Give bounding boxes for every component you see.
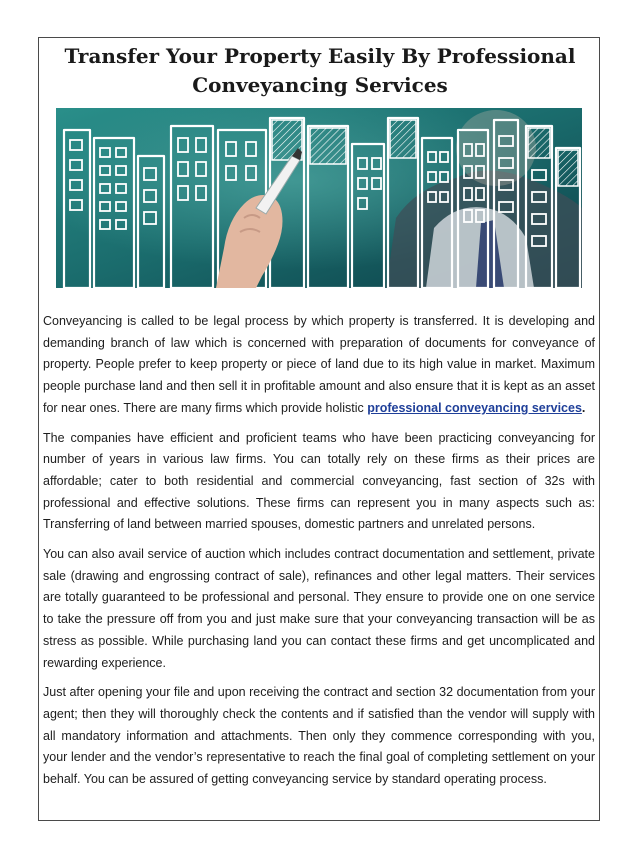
city-skyline-drawing-hand-icon <box>56 108 582 288</box>
article-body <box>43 311 595 799</box>
paragraph-4: Just after opening your file and upon receiving the contract and section 32 documentation from your agent; then they will thoroughly check the contents and if satisfied than the vendor will supply with all mandatory information and attachments. Then only they commence corresponding with you, your lender and the vendor’s representative to reach the final goal of completing settlement on your behalf. You can be assured of getting conveyancing service by standard operating process. <box>43 685 595 787</box>
paragraph-2: The companies have efficient and proficient teams who have been practicing conveyancing for number of years in various law firms. You can totally rely on these firms as their prices are affordable; cater to both residential and commercial conveyancing, fast section of 32s with professional and effective solutions. These firms can represent you in many aspects such as: Transferring of land between married spouses, domestic partners and unrelated persons. <box>43 430 595 532</box>
hero-image <box>56 108 582 288</box>
paragraph-1 <box>43 311 595 420</box>
paragraph-3: You can also avail service of auction which includes contract documentation and settlement, private sale (drawing and engrossing contract of sale), refinances and other legal matters. Their services are totally guaranteed to be professional and personal. They ensure to provide one on one service to take the pressure off from you and just make sure that your conveyancing transaction will be as stress as possible. While purchasing land you can contact these firms and get uncomplicated and rewarding experience. <box>43 547 595 670</box>
professional-conveyancing-link[interactable]: professional conveyancing services <box>367 400 582 415</box>
page-title: Transfer Your Property Easily By Professional Conveyancing Services <box>64 44 576 97</box>
paragraph-1-text: Conveyancing is called to be legal process by which property is transferred. It is developing and demanding branch of law which is concerned with preparation of documents for conveyance of property. People prefer to keep property or piece of land due to its high value in market. Maximum people purchase land and then sell it in profitable amount and also ensure that it is kept as an asset for near ones. There are many firms which provide holistic <box>43 314 595 415</box>
paragraph-1-end: . <box>581 400 586 415</box>
